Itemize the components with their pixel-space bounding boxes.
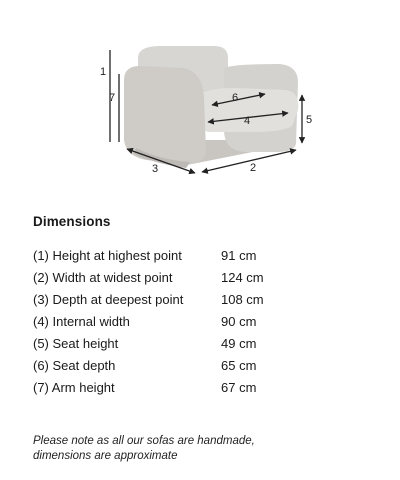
dimension-value: 65 cm: [221, 357, 257, 373]
dimension-row: [33, 310, 293, 332]
dimension-label: (5) Seat height: [33, 335, 119, 351]
callout-1: 1: [100, 66, 107, 78]
callout-3: 3: [152, 163, 159, 175]
callout-2: 2: [250, 162, 257, 174]
callout-6: 6: [232, 92, 239, 104]
dimension-value: 108 cm: [221, 291, 264, 307]
dimension-label: (4) Internal width: [33, 313, 130, 329]
dimension-label: (1) Height at highest point: [33, 247, 182, 263]
callout-4: 4: [244, 115, 251, 127]
dimension-value: 90 cm: [221, 313, 257, 329]
callout-5: 5: [306, 114, 313, 126]
dimension-row: [33, 354, 293, 376]
disclaimer-line: dimensions are approximate: [33, 450, 178, 462]
dimension-label: (7) Arm height: [33, 379, 115, 395]
dimension-value: 67 cm: [221, 379, 257, 395]
armchair-illustration: [0, 0, 400, 200]
dimensions-heading: Dimensions: [33, 214, 111, 229]
dimension-row: [33, 332, 293, 354]
dimension-label: (2) Width at widest point: [33, 269, 173, 285]
dimension-value: 91 cm: [221, 247, 257, 263]
dimension-value: 49 cm: [221, 335, 257, 351]
dimension-row: [33, 376, 293, 398]
dimension-row: [33, 244, 293, 266]
handmade-disclaimer: [33, 434, 333, 464]
armchair-dimension-diagram: [0, 0, 400, 200]
callout-7: 7: [109, 92, 116, 104]
dimension-label: (3) Depth at deepest point: [33, 291, 184, 307]
disclaimer-line: Please note as all our sofas are handmade,: [33, 435, 255, 447]
dimension-value: 124 cm: [221, 269, 264, 285]
dimension-label: (6) Seat depth: [33, 357, 116, 373]
dimensions-list: [33, 244, 293, 398]
dimension-row: [33, 288, 293, 310]
dimension-row: [33, 266, 293, 288]
